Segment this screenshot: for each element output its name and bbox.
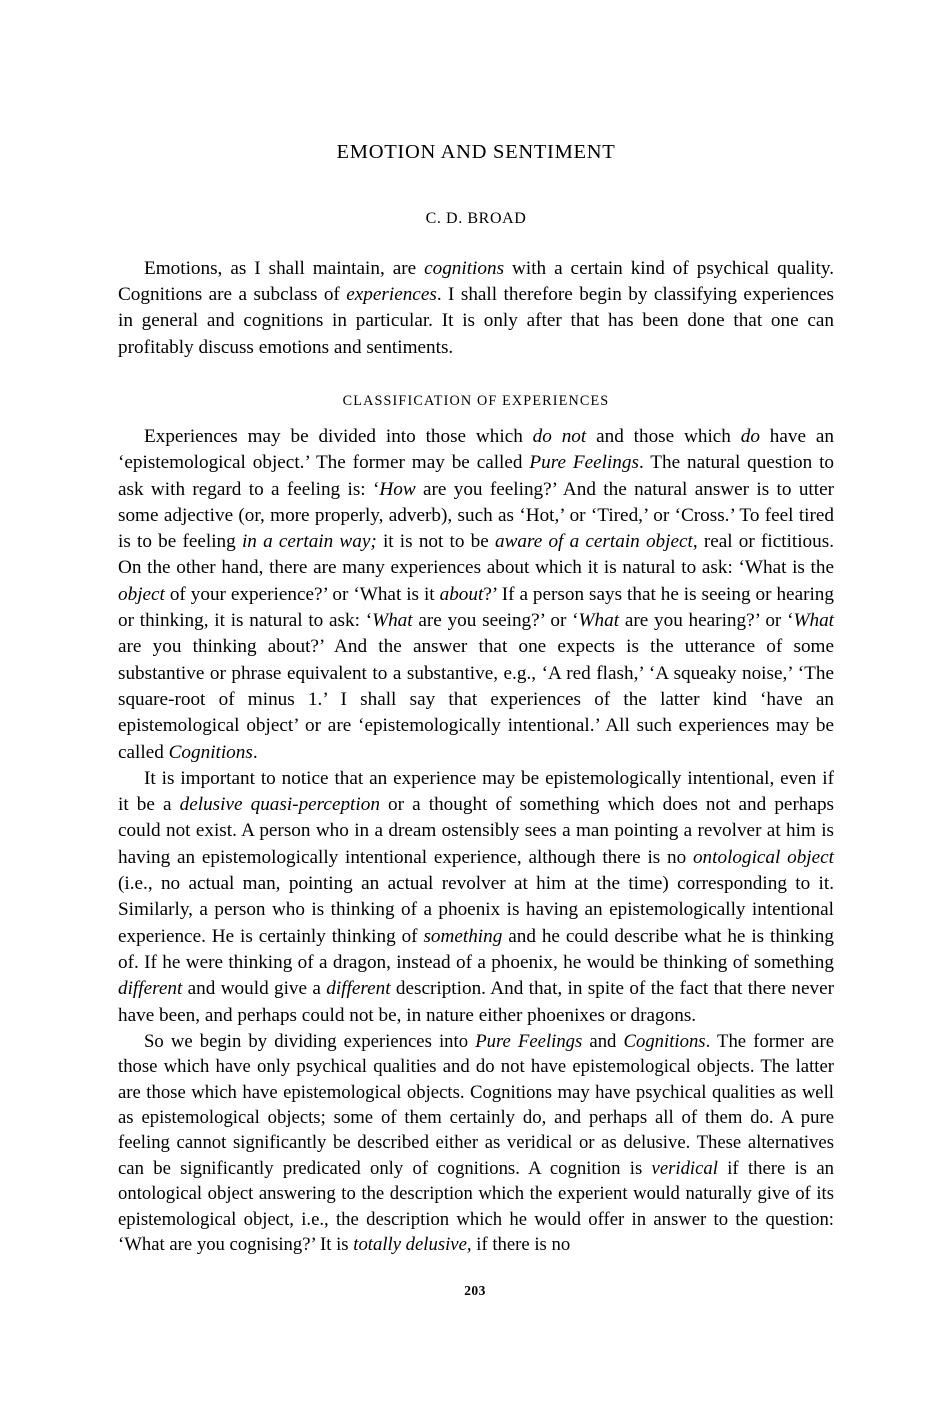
emphasis-text: How bbox=[379, 478, 416, 500]
emphasis-text: object bbox=[118, 583, 165, 605]
text-column bbox=[118, 140, 834, 1257]
page-folio: 203 bbox=[464, 1283, 486, 1298]
emphasis-text: in a certain way; bbox=[241, 531, 377, 553]
emphasis-text: different bbox=[326, 978, 391, 1000]
emphasis-text: cognitions bbox=[424, 257, 505, 279]
spacer-before-heading bbox=[118, 361, 834, 393]
emphasis-text: Pure Feelings bbox=[475, 1030, 583, 1052]
section-heading: CLASSIFICATION OF EXPERIENCES bbox=[342, 392, 610, 409]
emphasis-text: veridical bbox=[651, 1157, 718, 1179]
emphasis-text: What bbox=[372, 610, 413, 632]
emphasis-text: do not bbox=[532, 426, 587, 447]
emphasis-text: Cognitions bbox=[168, 741, 253, 763]
spacer-after-heading bbox=[118, 410, 834, 424]
emphasis-text: about bbox=[439, 583, 484, 605]
paragraph-intro: Emotions, as I shall maintain, are cognitions with a certain kind of psychical quality. Cognitions are a subclass of experiences. I shall therefore begin by classifying experiences in general and cognitions in particular. It is only after that has been done that one can profitably discuss emotions and sentiments. bbox=[118, 257, 834, 358]
paragraph-classification-3: So we begin by dividing experiences into Pure Feelings and Cognitions. The former are those which have only psychical qualities and do not have epistemological objects. The latter are those which have epistemological objects. Cognitions may have psychical qualities as well as epistemological objects; some of them certainly do, and perhaps all of them do. A pure feeling cannot significantly be described either as veridical or as delusive. These alternatives can be significantly predicated only of cognitions. A cognition is veridical if there is an ontological object answering to the description which the experient would naturally give of its epistemological object, i.e., the description which he would offer in answer to the question: ‘What are you cognising?’ It is totally delusive, if there is no bbox=[118, 1030, 834, 1256]
author-byline: C. D. BROAD bbox=[425, 209, 527, 227]
emphasis-text: aware of a certain object bbox=[495, 531, 693, 553]
emphasis-text: different bbox=[118, 978, 183, 1000]
emphasis-text: totally delusive, bbox=[353, 1234, 472, 1256]
emphasis-text: What bbox=[578, 610, 620, 632]
emphasis-text: delusive quasi-perception bbox=[179, 794, 380, 816]
spacer-title-body bbox=[118, 228, 834, 256]
paragraph-classification-1: Experiences may be divided into those which do not and those which do have an ‘epistemological object.’ The former may be called Pure Feelings. The natural question to ask with regard to a feeling is: ‘How are you feeling?’ And the natural answer is to utter some adjective (or, more properly, adverb), such as ‘Hot,’ or ‘Tired,’ or ‘Cross.’ To feel tired is to be feeling in a certain way; it is not to be aware of a certain object, real or fictitious. On the other hand, there are many experiences about which it is natural to ask: ‘What is the object of your experience?’ or ‘What is it about?’ If a person says that he is seeing or hearing or thinking, it is natural to ask: ‘What are you seeing?’ or ‘What are you hearing?’ or ‘What are you thinking about?’ And the answer that one expects is the utterance of some substantive or phrase equivalent to a substantive, e.g., ‘A red flash,’ ‘A squeaky noise,’ ‘The square-root of minus 1.’ I shall say that experiences of the latter kind ‘have an epistemological object’ or are ‘epistemologically intentional.’ All such experiences may be called Cognitions. bbox=[118, 426, 835, 763]
emphasis-text: What bbox=[793, 610, 835, 632]
page-title: EMOTION AND SENTIMENT bbox=[336, 141, 616, 163]
emphasis-text: experiences bbox=[346, 284, 437, 306]
emphasis-text: something bbox=[423, 925, 503, 947]
emphasis-text: Cognitions bbox=[623, 1030, 706, 1052]
emphasis-text: Pure Feelings bbox=[529, 452, 639, 474]
paragraph-classification-2: It is important to notice that an experience may be epistemologically intentional, even if it be a delusive quasi-perception or a thought of something which does not and perhaps could not exist. A person who in a dream ostensibly sees a man pointing a revolver at him is having an epistemologically intentional experience, although there is no ontological object (i.e., no actual man, pointing an actual revolver at him at the time) corresponding to it. Similarly, a person who is thinking of a phoenix is having an epistemologically intentional experience. He is certainly thinking of something and he could describe what he is thinking of. If he were thinking of a dragon, instead of a phoenix, he would be thinking of something different and would give a different description. And that, in spite of the fact that there never have been, and perhaps could not be, in nature either phoenixes or dragons. bbox=[118, 767, 835, 1026]
emphasis-text: ontological object bbox=[692, 846, 834, 868]
emphasis-text: do bbox=[740, 426, 760, 447]
